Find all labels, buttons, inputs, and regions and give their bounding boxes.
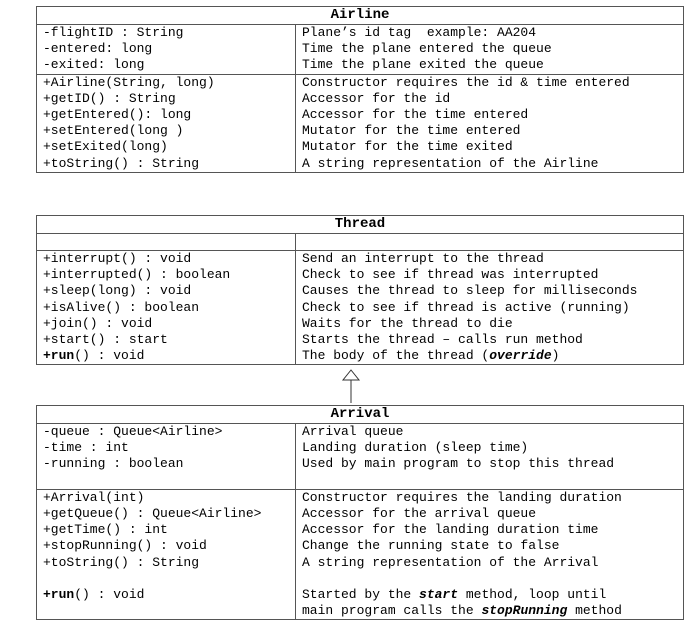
method-description: Causes the thread to sleep for milliseconds	[302, 283, 638, 299]
method-signature-run	[43, 587, 295, 603]
attribute-signature: -running : boolean	[43, 456, 184, 472]
method-description: Accessor for the time entered	[302, 106, 529, 122]
attribute-description: Time the plane exited the queue	[302, 57, 544, 73]
run-desc-post: )	[551, 348, 560, 364]
attribute-signature: -flightID : String	[43, 25, 184, 40]
thread-attributes	[37, 234, 683, 251]
attribute-signature: -queue : Queue<Airline>	[43, 424, 223, 439]
attribute-signature: -exited: long	[43, 57, 145, 73]
method-description-run-cont	[302, 603, 683, 619]
method-description: Check to see if thread was interrupted	[302, 267, 599, 283]
method-description: Waits for the thread to die	[302, 315, 513, 331]
method-signature: +getID() : String	[43, 90, 176, 106]
run-name: +run	[43, 348, 75, 364]
airline-class-name: Airline	[37, 7, 683, 25]
run-desc1-post: method, loop until	[458, 586, 607, 602]
attribute-description: Used by main program to stop this thread	[302, 456, 615, 472]
method-signature: +toString() : String	[43, 554, 200, 570]
airline-method-descriptions	[296, 75, 683, 172]
method-signature: +start() : start	[43, 331, 168, 347]
airline-methods	[37, 75, 683, 172]
method-description-run	[302, 348, 683, 364]
method-signature: +toString() : String	[43, 155, 200, 171]
thread-method-descriptions	[296, 251, 683, 364]
run-rest: () : void	[74, 348, 145, 364]
inheritance-arrow-head	[343, 370, 359, 380]
method-signature: +isAlive() : boolean	[43, 299, 200, 315]
method-description: Constructor requires the landing duration	[302, 489, 622, 505]
method-signature: +interrupted() : boolean	[43, 267, 231, 283]
method-signature: +getTime() : int	[43, 522, 168, 538]
thread-attribute-descriptions	[296, 234, 683, 250]
run-desc1-emphasis: start	[419, 586, 459, 602]
inheritance-arrow	[341, 369, 361, 403]
airline-attribute-descriptions	[296, 25, 683, 74]
method-signature-run	[43, 348, 295, 364]
attribute-description: Landing duration (sleep time)	[302, 440, 529, 456]
method-signature: +getEntered(): long	[43, 106, 192, 122]
thread-class-name: Thread	[37, 216, 683, 234]
attribute-description: Arrival queue	[302, 424, 404, 439]
method-description: Accessor for the landing duration time	[302, 522, 599, 538]
method-description: Mutator for the time entered	[302, 123, 521, 139]
attribute-description: Plane’s id tag example: AA204	[302, 25, 537, 40]
arrival-method-descriptions	[296, 490, 683, 620]
arrival-class-name: Arrival	[37, 406, 683, 424]
run-desc2-pre: main program calls the	[302, 603, 482, 619]
method-signature: +setEntered(long )	[43, 123, 184, 139]
airline-class	[36, 6, 684, 173]
method-description: Accessor for the id	[302, 90, 451, 106]
method-signature: +Arrival(int)	[43, 489, 145, 505]
thread-methods	[37, 251, 683, 364]
method-description-run	[302, 587, 683, 603]
method-description: Constructor requires the id & time entered	[302, 74, 630, 90]
method-description: Change the running state to false	[302, 538, 560, 554]
method-description: Starts the thread – calls run method	[302, 331, 583, 347]
method-signature: +Airline(String, long)	[43, 74, 215, 90]
thread-method-signatures	[37, 251, 296, 364]
run-rest: () : void	[74, 586, 145, 602]
attribute-signature: -entered: long	[43, 41, 153, 57]
attribute-description: Time the plane entered the queue	[302, 41, 552, 57]
airline-method-signatures	[37, 75, 296, 172]
airline-attributes	[37, 25, 683, 75]
thread-class	[36, 215, 684, 365]
attribute-signature: -time : int	[43, 440, 129, 456]
run-desc-pre: The body of the thread (	[302, 348, 490, 364]
arrival-class	[36, 405, 684, 620]
method-description: Send an interrupt to the thread	[302, 251, 544, 266]
airline-attribute-signatures	[37, 25, 296, 74]
method-signature: +stopRunning() : void	[43, 538, 207, 554]
method-signature: +setExited(long)	[43, 139, 168, 155]
method-signature: +join() : void	[43, 315, 153, 331]
run-desc-emphasis: override	[489, 348, 552, 364]
thread-attribute-signatures	[37, 234, 296, 250]
method-description: Mutator for the time exited	[302, 139, 513, 155]
arrival-attribute-signatures	[37, 424, 296, 489]
run-desc2-post: method	[567, 603, 622, 619]
method-description: Check to see if thread is active (running)	[302, 299, 630, 315]
method-signature: +interrupt() : void	[43, 251, 192, 266]
method-description: Accessor for the arrival queue	[302, 505, 537, 521]
method-description: A string representation of the Airline	[302, 155, 599, 171]
arrival-attribute-descriptions	[296, 424, 683, 489]
method-signature: +getQueue() : Queue<Airline>	[43, 505, 262, 521]
run-name: +run	[43, 586, 75, 602]
arrival-method-signatures	[37, 490, 296, 620]
method-description: A string representation of the Arrival	[302, 554, 599, 570]
method-signature: +sleep(long) : void	[43, 283, 192, 299]
arrival-attributes	[37, 424, 683, 490]
run-desc1-pre: Started by the	[302, 586, 420, 602]
arrival-methods	[37, 490, 683, 620]
run-desc2-emphasis: stopRunning	[481, 603, 568, 619]
